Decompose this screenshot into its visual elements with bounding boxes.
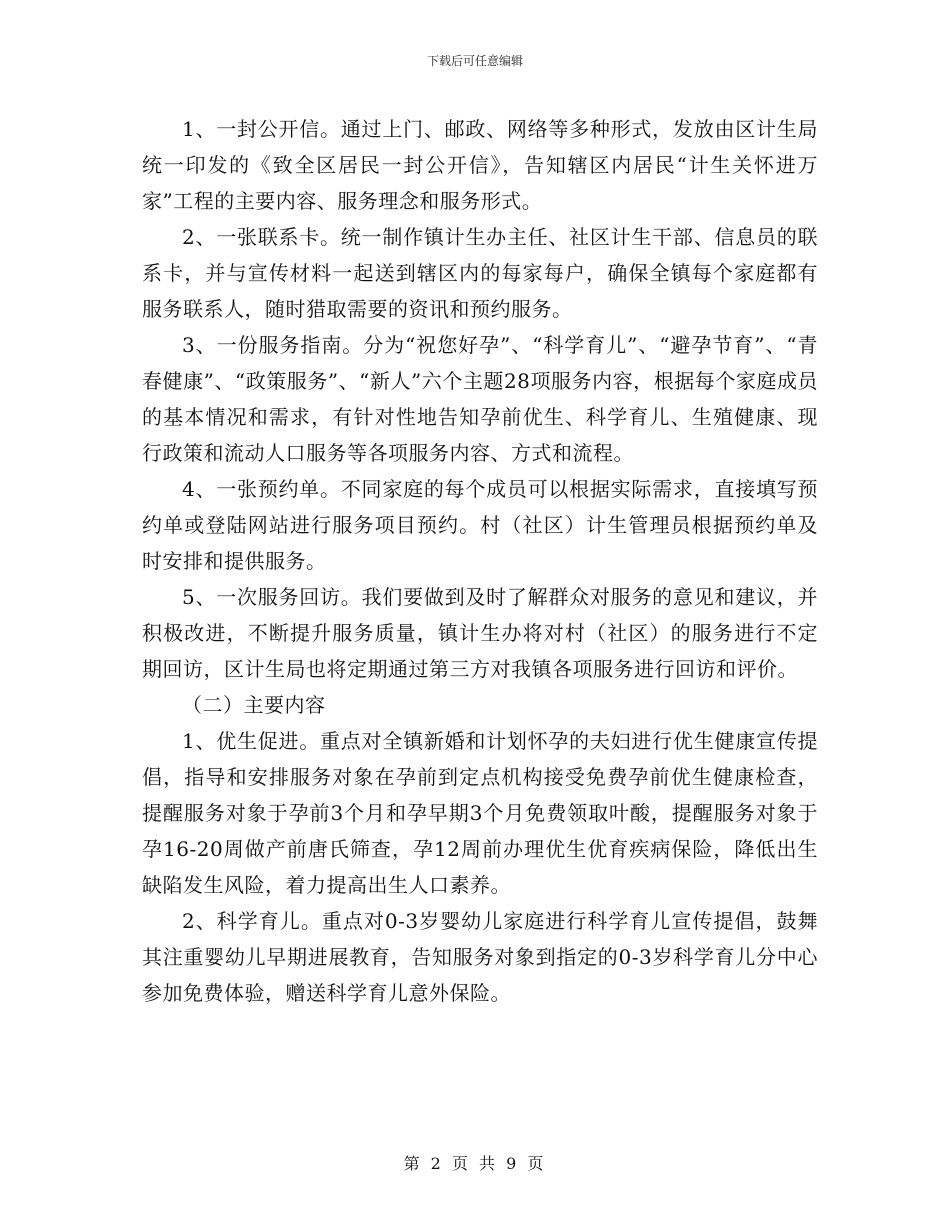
paragraph-open-letter: 1、一封公开信。通过上门、邮政、网络等多种形式，发放由区计生局统一印发的《致全区居民一封公开信》，告知辖区内居民“计生关怀进万家”工程的主要内容、服务理念和服务形式。 [142,117,818,213]
section-heading: （二）主要内容 [182,693,326,717]
paragraph-eugenics-promotion: 1、优生促进。重点对全镇新婚和计划怀孕的夫妇进行优生健康宣传提倡，指导和安排服务对象在孕前到定点机构接受免费孕前优生健康检查，提醒服务对象于孕前3个月和孕早期3个月免费领取叶酸，提醒服务对象于孕16-20周做产前唐氏筛查，孕12周前办理优生优育疾病保险，降低出生缺陷发生风险，着力提高出生人口素养。 [142,729,818,897]
page-footer: 第 2 页 共 9 页 [403,1154,547,1173]
page-header: 下载后可任意编辑 [426,54,523,68]
paragraph-contact-card: 2、一张联系卡。统一制作镇计生办主任、社区计生干部、信息员的联系卡，并与宣传材料一起送到辖区内的每家每户，确保全镇每个家庭都有服务联系人，随时猎取需要的资讯和预约服务。 [142,225,818,321]
document-body [142,111,818,1011]
paragraph-scientific-parenting: 2、科学育儿。重点对0-3岁婴幼儿家庭进行科学育儿宣传提倡，鼓舞其注重婴幼儿早期进展教育，告知服务对象到指定的0-3岁科学育儿分中心参加免费体验，赠送科学育儿意外保险。 [142,909,818,1005]
paragraph-service-guide: 3、一份服务指南。分为“祝您好孕”、“科学育儿”、“避孕节育”、“青春健康”、“政策服务”、“新人”六个主题28项服务内容，根据每个家庭成员的基本情况和需求，有针对性地告知孕前优生、科学育儿、生殖健康、现行政策和流动人口服务等各项服务内容、方式和流程。 [142,333,818,465]
paragraph-appointment-form: 4、一张预约单。不同家庭的每个成员可以根据实际需求，直接填写预约单或登陆网站进行服务项目预约。村（社区）计生管理员根据预约单及时安排和提供服务。 [142,477,818,573]
paragraph-service-followup: 5、一次服务回访。我们要做到及时了解群众对服务的意见和建议，并积极改进，不断提升服务质量，镇计生办将对村（社区）的服务进行不定期回访，区计生局也将定期通过第三方对我镇各项服务进行回访和评价。 [142,585,818,681]
